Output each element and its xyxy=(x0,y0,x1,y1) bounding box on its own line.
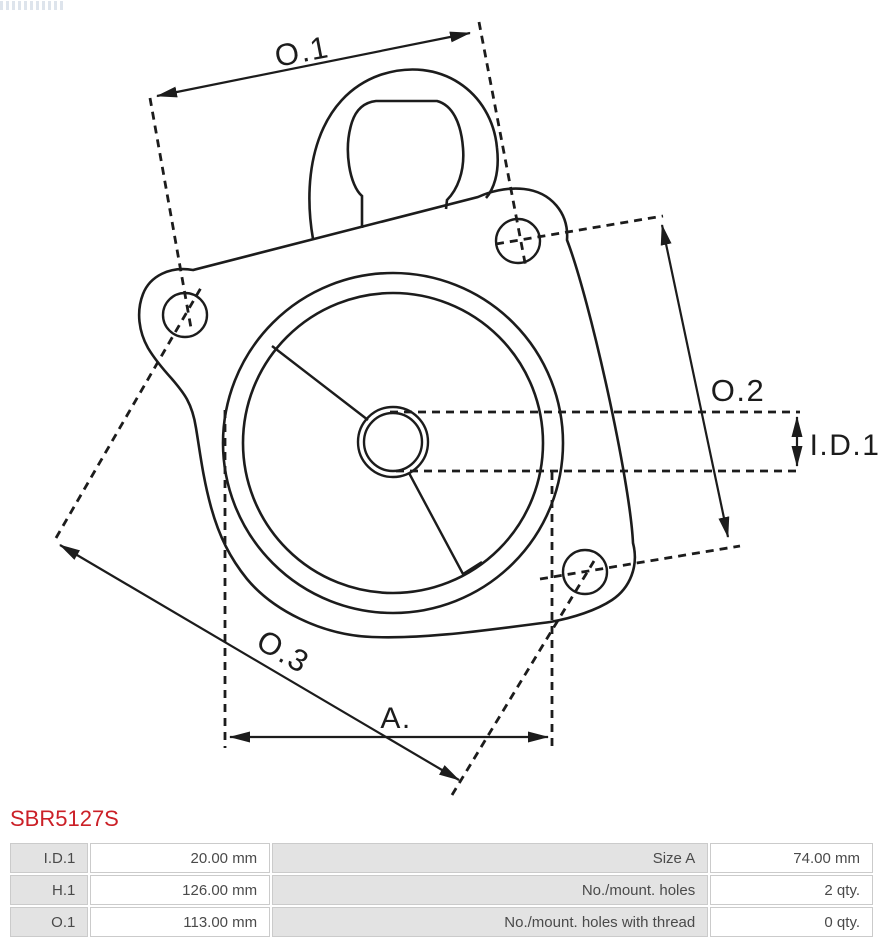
sector-line-lower xyxy=(409,473,482,574)
handle-outer xyxy=(309,70,497,239)
handle-inner xyxy=(348,101,463,228)
extension-lines-group xyxy=(56,22,800,795)
part-outline-group xyxy=(139,70,635,638)
dim-label-o1: O.1 xyxy=(271,29,332,74)
sector-line-upper xyxy=(272,346,368,420)
spec-key-h1: H.1 xyxy=(10,875,88,905)
spec-table xyxy=(8,841,875,939)
dim-label-a: A. xyxy=(380,702,412,735)
ext-o3-upper xyxy=(56,286,202,538)
dimension-arrows-group xyxy=(60,33,797,780)
hub-outer-ring xyxy=(358,407,428,477)
ext-o2-bottom xyxy=(540,546,740,579)
dim-arrow-o3 xyxy=(60,545,459,780)
spec-key-mount-holes-thread: No./mount. holes with thread xyxy=(272,907,708,937)
spec-key-size-a: Size A xyxy=(272,843,708,873)
part-number-title: SBR5127S xyxy=(10,806,119,831)
spec-row-1 xyxy=(10,843,873,873)
dim-label-id1: I.D.1 xyxy=(809,429,881,462)
spec-row-3 xyxy=(10,907,873,937)
ext-o3-lower xyxy=(452,561,594,795)
ext-o1-left xyxy=(150,98,191,328)
dim-label-o2: O.2 xyxy=(710,373,766,408)
spec-key-mount-holes: No./mount. holes xyxy=(272,875,708,905)
inner-bore-circle xyxy=(243,293,543,593)
spec-row-2 xyxy=(10,875,873,905)
spec-val-mount-holes-thread: 0 qty. xyxy=(710,907,873,937)
spec-val-mount-holes: 2 qty. xyxy=(710,875,873,905)
spec-val-id1: 20.00 mm xyxy=(90,843,270,873)
dim-label-o3: O.3 xyxy=(250,622,316,681)
outer-bore-circle xyxy=(223,273,563,613)
spec-key-o1: O.1 xyxy=(10,907,88,937)
spec-val-h1: 126.00 mm xyxy=(90,875,270,905)
spec-val-size-a: 74.00 mm xyxy=(710,843,873,873)
spec-val-o1: 113.00 mm xyxy=(90,907,270,937)
hub-inner-ring xyxy=(364,413,422,471)
spec-key-id1: I.D.1 xyxy=(10,843,88,873)
mount-hole-top-right xyxy=(496,219,540,263)
ext-o1-right xyxy=(479,22,526,268)
